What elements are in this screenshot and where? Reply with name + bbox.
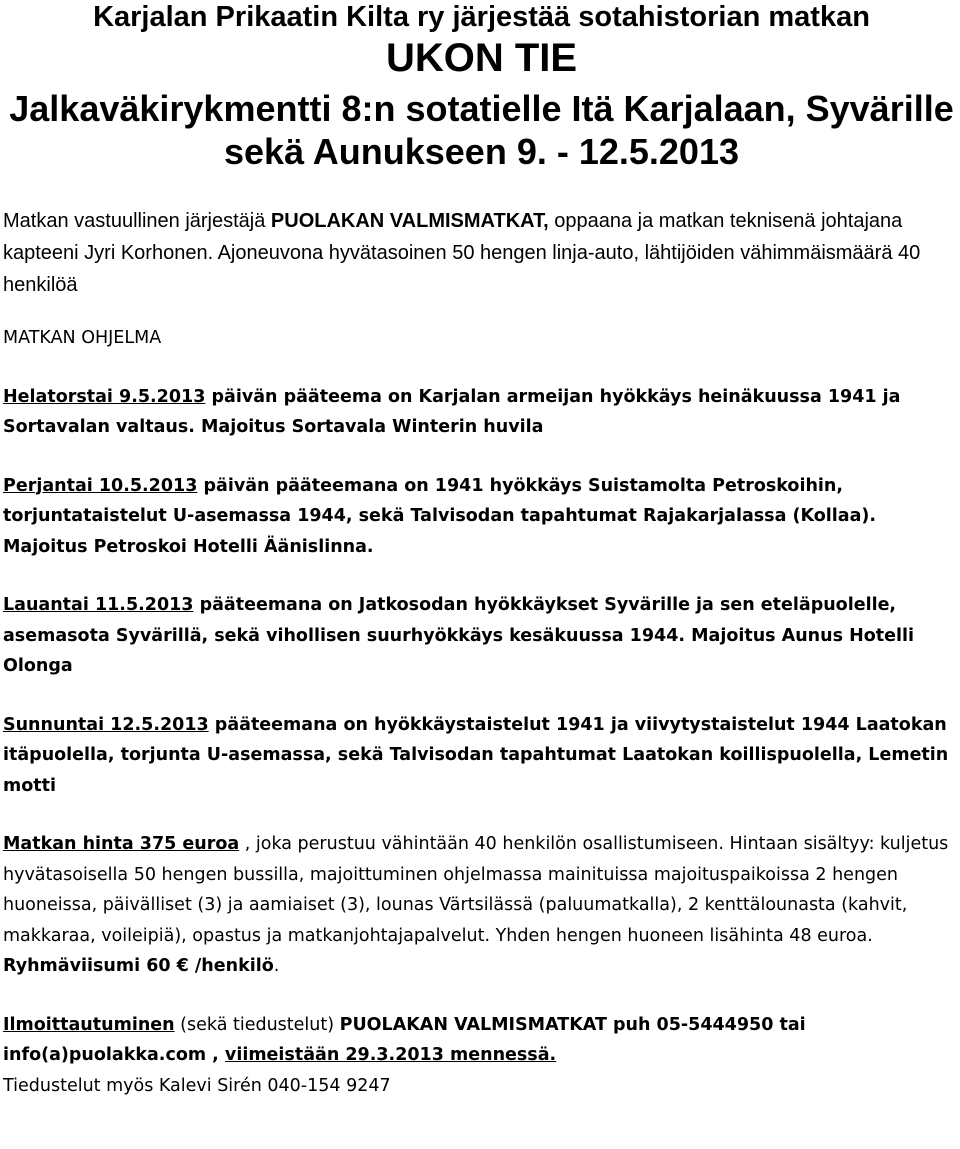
program-day-1 [3, 382, 960, 443]
registration-paragraph [3, 1010, 960, 1102]
organizer-name: PUOLAKAN VALMISMATKAT, [270, 210, 549, 232]
day-3-date: Lauantai 11.5.2013 [3, 595, 194, 615]
intro-text-start: Matkan vastuullinen järjestäjä [3, 210, 271, 232]
trip-subtitle: Jalkaväkirykmentti 8:n sotatielle Itä Karjalaan, Syvärille [9, 88, 954, 129]
price-paragraph [3, 829, 960, 982]
day-4-date: Sunnuntai 12.5.2013 [3, 714, 209, 735]
day-2-text: päivän pääteemana on 1941 hyökkäys Suistamolta Petroskoihin, torjuntataistelut U-asemassa 1944, sekä Talvisodan tapahtumat Rajakarjalassa (Kollaa). Majoitus Petroskoi Hotelli Äänislinna. [3, 475, 877, 557]
program-title: MATKAN OHJELMA [3, 328, 162, 348]
program-day-3 [3, 590, 960, 682]
organizer-heading: Karjalan Prikaatin Kilta ry järjestää sotahistorian matkan [93, 1, 870, 33]
program-day-2 [3, 471, 960, 563]
price-details: , joka perustuu vähintään 40 henkilön osallistumiseen. Hintaan sisältyy: kuljetus hyvätasoisella 50 hengen bussilla, majoittuminen ohjelmassa mainituissa majoituspaikoissa 2 hengen huoneissa, päivälliset (3) ja aamiaiset (3), lounas Värtsilässä (paluumatkalla), 2 kenttälounasta (kahvit, makkaraa, voileipiä), opastus ja matkanjohtajapalvelut. Yhden hengen huoneen lisähinta 48 euroa. [3, 834, 949, 946]
additional-contact: Tiedustelut myös Kalevi Sirén 040-154 9247 [3, 1075, 391, 1096]
day-2-date: Perjantai 10.5.2013 [3, 475, 198, 496]
price-label: Matkan hinta 375 euroa [3, 834, 240, 854]
registration-deadline: viimeistään 29.3.2013 mennessä. [224, 1045, 557, 1065]
registration-contact: PUOLAKAN VALMISMATKAT puh 05-5444950 tai info(a)puolakka.com , [3, 1014, 806, 1065]
visa-price: Ryhmäviisumi 60 € /henkilö [3, 956, 274, 976]
day-1-date: Helatorstai 9.5.2013 [3, 386, 206, 407]
trip-title: UKON TIE [385, 36, 578, 80]
intro-text-rest: oppaana ja matkan teknisenä johtajana kapteeni Jyri Korhonen. Ajoneuvona hyvätasoinen 50 hengen linja-auto, lähtijöiden vähimmäismäärä 40 henkilöä [3, 210, 921, 296]
day-4-text: pääteemana on hyökkäystaistelut 1941 ja viivytystaistelut 1944 Laatokan itäpuolella, torjunta U-asemassa, sekä Talvisodan tapahtumat Laatokan koillispuolella, Lemetin motti [3, 714, 949, 796]
trip-dates: sekä Aunukseen 9. - 12.5.2013 [224, 131, 739, 172]
program-day-4 [3, 710, 960, 802]
day-3-text: pääteemana on Jatkosodan hyökkäykset Syvärille ja sen eteläpuolelle, asemasota Syvärillä, sekä vihollisen suurhyökkäys kesäkuussa 1944. Majoitus Aunus Hotelli Olonga [3, 595, 915, 676]
registration-label: Ilmoittautuminen [3, 1014, 175, 1035]
registration-paren: (sekä tiedustelut) [174, 1014, 340, 1035]
visa-end: . [273, 956, 280, 976]
intro-paragraph [3, 205, 960, 301]
day-1-text: päivän pääteema on Karjalan armeijan hyökkäys heinäkuussa 1941 ja Sortavalan valtaus. Majoitus Sortavala Winterin huvila [3, 386, 901, 437]
